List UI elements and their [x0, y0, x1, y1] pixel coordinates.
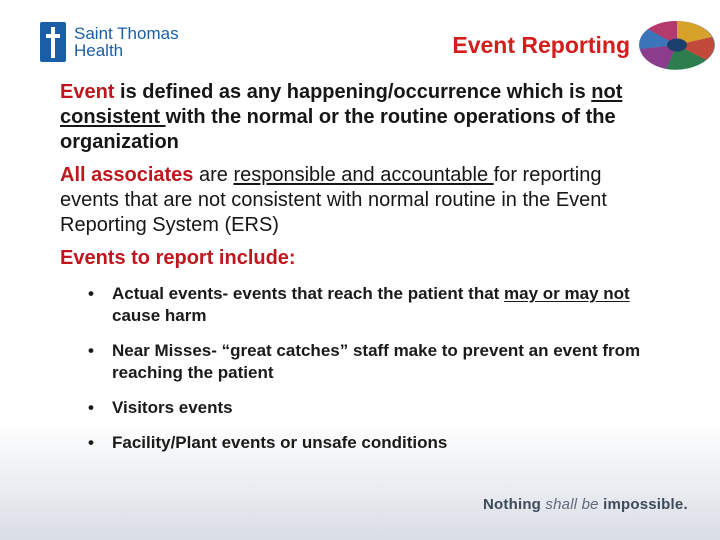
list-item: [88, 432, 660, 454]
list-item: [88, 283, 660, 327]
definition-text-2: with the normal or the routine operations of the organization: [60, 106, 616, 153]
saint-thomas-logo: [40, 22, 179, 62]
cross-icon: [40, 22, 66, 62]
item-text-underlined: may or may not: [504, 284, 630, 303]
tagline: [483, 496, 688, 513]
associates-term: All associates: [60, 164, 194, 186]
list-item: [88, 340, 660, 384]
brand-line1: Saint Thomas: [74, 24, 179, 43]
bullet-glyph: •: [88, 341, 94, 360]
bullet-glyph: •: [88, 398, 94, 417]
responsibility-underlined: responsible and accountable: [233, 164, 494, 186]
list-item: [88, 397, 660, 419]
tagline-part-1: Nothing: [483, 496, 542, 513]
item-text-before: Actual events- events that reach the patient that: [112, 284, 505, 303]
slide-content: [60, 80, 660, 467]
responsibility-text-2: for reporting events that are not consistent with normal routine in the Event Reporting System (ERS): [60, 164, 607, 236]
item-text: Facility/Plant events or unsafe conditions: [112, 433, 448, 452]
tagline-part-3: impossible.: [603, 496, 688, 513]
definition-text-1: is defined as any happening/occurrence which is: [114, 81, 592, 103]
report-list: [60, 283, 660, 454]
item-text-after: cause harm: [112, 306, 207, 325]
definition-underlined: not consistent: [60, 81, 623, 128]
event-term: Event: [60, 81, 115, 103]
bullet-glyph: •: [88, 284, 94, 303]
associates-responsibility: [60, 163, 660, 238]
events-to-report-heading: Events to report include:: [60, 247, 296, 269]
item-text: Near Misses- “great catches” staff make to prevent an event from reaching the patient: [112, 341, 641, 382]
responsibility-text-1: are: [193, 164, 234, 186]
page-title: Event Reporting: [452, 32, 630, 58]
brand-name: [74, 25, 179, 59]
item-text: Visitors events: [112, 398, 233, 417]
tagline-part-2: shall be: [541, 496, 604, 513]
event-definition: [60, 80, 660, 155]
colored-wheel-graphic: [636, 14, 718, 72]
brand-line2: Health: [74, 41, 124, 60]
bullet-glyph: •: [88, 433, 94, 452]
